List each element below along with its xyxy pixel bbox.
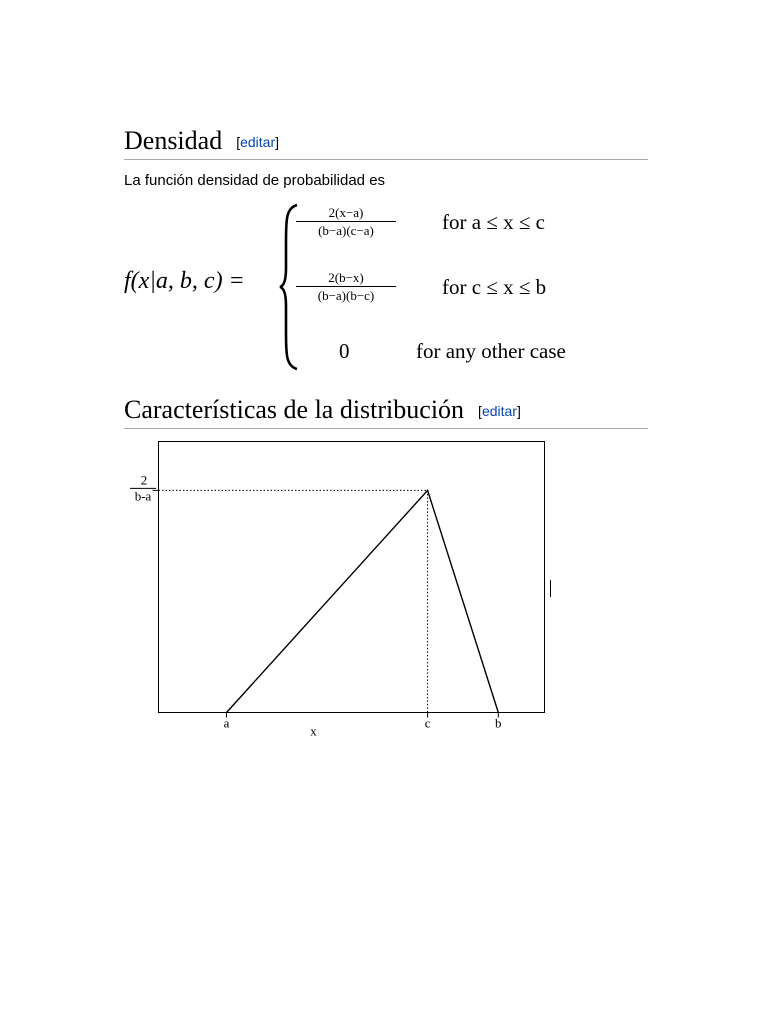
pdf-series-line <box>227 490 499 712</box>
y-tick-numerator: 2 <box>140 472 148 488</box>
x-tick-label-b: b <box>495 715 502 731</box>
edit-section-wrapper <box>478 403 521 419</box>
plot-frame <box>159 442 545 713</box>
edit-section-wrapper <box>236 134 279 150</box>
x-axis-label: x <box>310 723 317 739</box>
bracket-open: [ <box>236 134 241 150</box>
bracket-close: ] <box>516 403 521 419</box>
heading-title: Características de la distribución <box>124 395 465 424</box>
triangular-pdf-chart <box>120 430 560 750</box>
case2-condition: for c ≤ x ≤ b <box>442 275 547 299</box>
x-tick-label-a: a <box>223 715 230 731</box>
edit-section-link[interactable]: editar <box>481 403 517 419</box>
case2-fraction <box>296 270 396 303</box>
bracket-open: [ <box>478 403 482 419</box>
case1-numerator: 2(x−a) <box>296 205 396 222</box>
section-heading-caracteristicas <box>124 395 648 429</box>
case2-denominator: (b−a)(b−c) <box>317 288 375 303</box>
case1-condition: for a ≤ x ≤ c <box>442 210 545 234</box>
case1-fraction <box>296 205 396 238</box>
case1-denominator: (b−a)(c−a) <box>318 223 374 238</box>
case2-numerator: 2(b−x) <box>296 270 396 287</box>
formula-lhs: f(x|a, b, c) = <box>124 268 245 294</box>
intro-paragraph: La función densidad de probabilidad es <box>124 172 386 189</box>
heading-title: Densidad <box>124 126 223 155</box>
case3-value: 0 <box>339 339 350 363</box>
x-tick-label-c: c <box>424 715 431 731</box>
case3-condition: for any other case <box>416 339 566 363</box>
edit-section-link[interactable]: editar <box>240 134 276 150</box>
bracket-close: ] <box>275 134 280 150</box>
section-heading-densidad <box>124 126 648 160</box>
text-cursor-mark <box>550 580 551 597</box>
x-ticks-group <box>224 713 502 731</box>
y-tick-denominator: b-a <box>134 488 152 504</box>
